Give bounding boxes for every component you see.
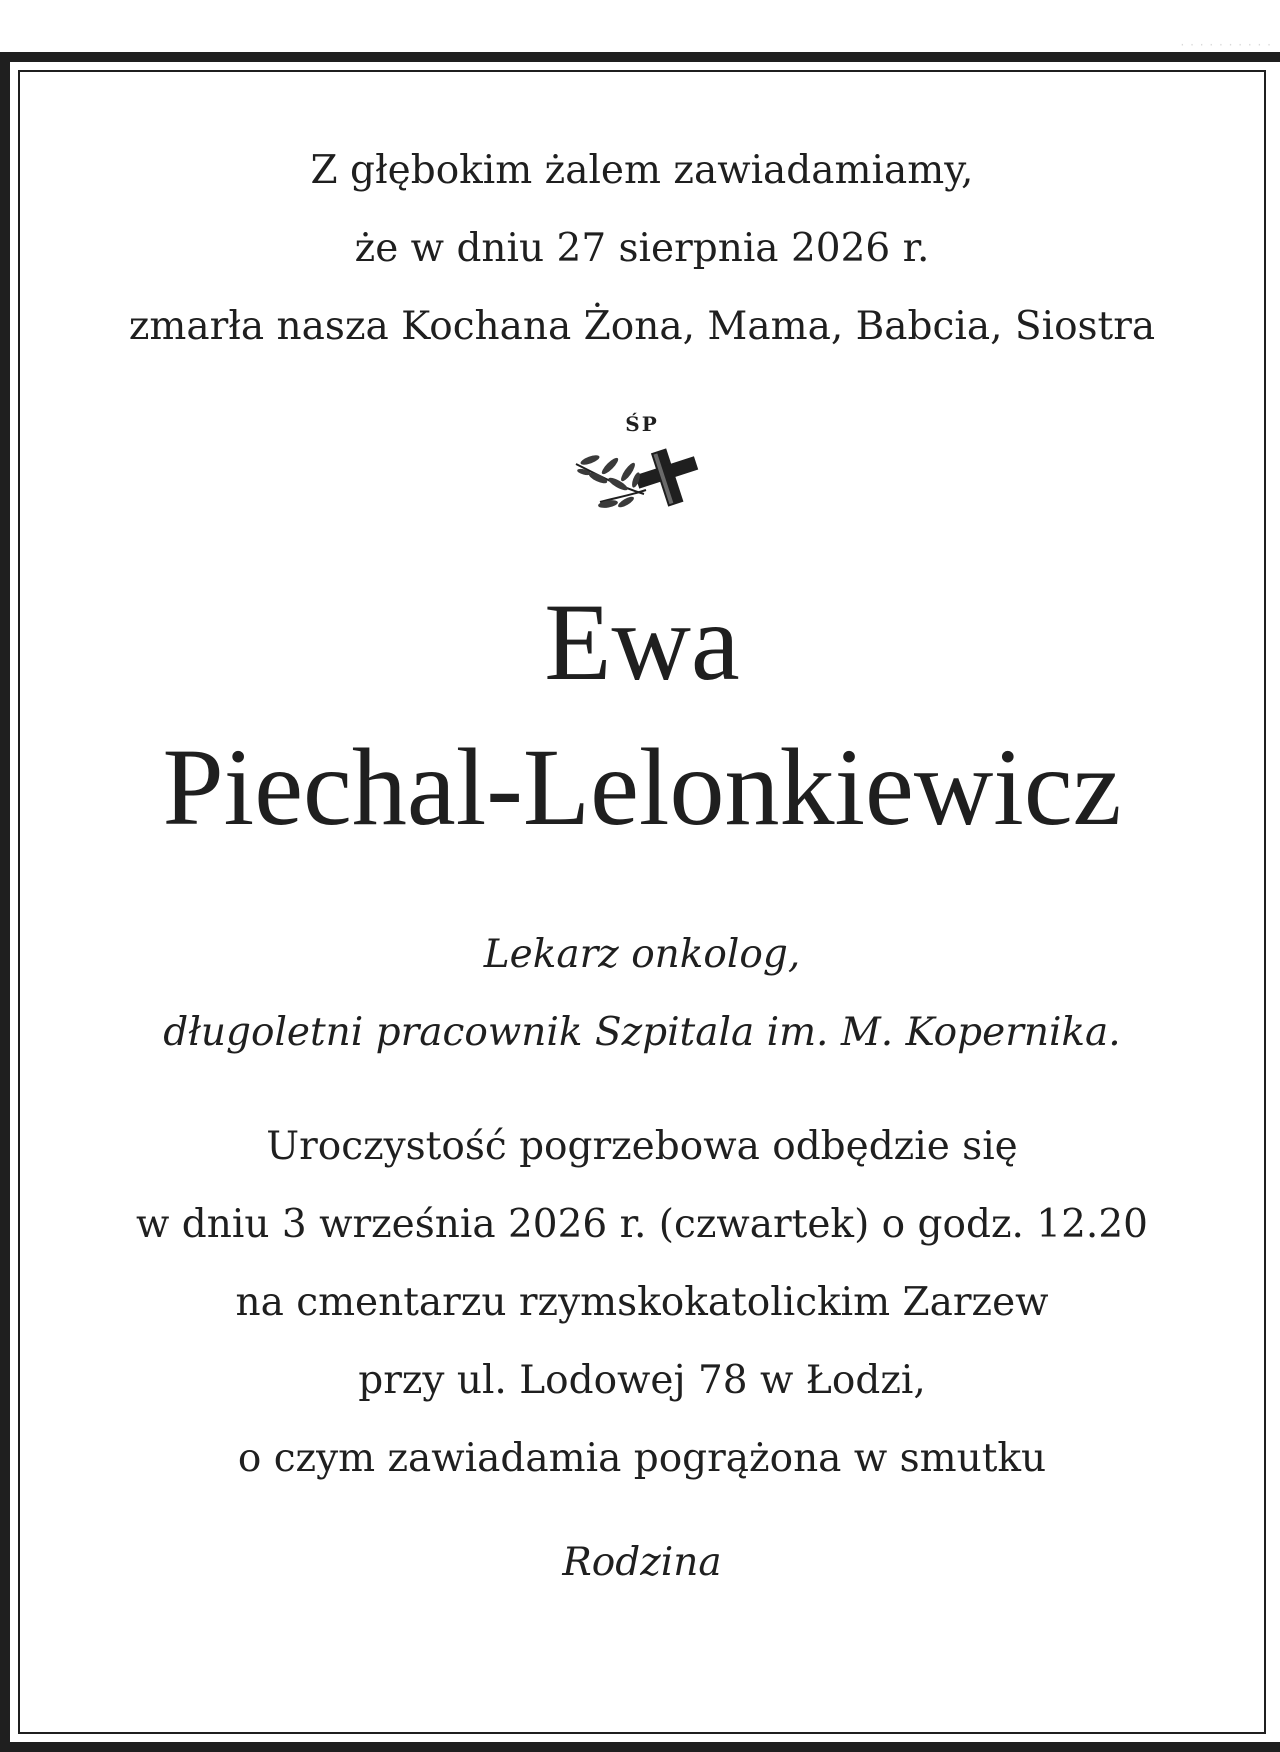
obituary-notice — [18, 70, 1266, 1602]
intro-line: zmarła nasza Kochana Żona, Mama, Babcia, Siostra — [128, 304, 1156, 349]
signature — [18, 1524, 1266, 1602]
intro-line: że w dniu 27 sierpnia 2026 r. — [354, 226, 930, 271]
intro-line: Z głębokim żalem zawiadamiamy, — [310, 148, 974, 193]
sp-label: ŚP — [625, 412, 659, 436]
profession-line: Lekarz onkolog, — [483, 932, 801, 977]
first-name: Ewa — [544, 581, 740, 703]
ceremony-line: w dniu 3 września 2026 r. (czwartek) o godz. 12.20 — [136, 1202, 1148, 1247]
corner-mark: · · · · · · · · · · — [1180, 38, 1272, 52]
signature-text: Rodzina — [562, 1540, 722, 1585]
ceremony-line: przy ul. Lodowej 78 w Łodzi, — [358, 1358, 926, 1403]
cross-with-olive-branch-icon — [570, 442, 714, 516]
ceremony-line: o czym zawiadamia pogrążona w smutku — [237, 1436, 1047, 1481]
deceased-name — [18, 570, 1266, 860]
profession-section — [18, 916, 1266, 1072]
intro-section — [18, 132, 1266, 366]
last-name: Piechal-Lelonkiewicz — [162, 726, 1122, 848]
ceremony-section — [18, 1108, 1266, 1498]
sp-emblem — [562, 412, 722, 530]
ceremony-line: na cmentarzu rzymskokatolickim Zarzew — [235, 1280, 1049, 1325]
ceremony-line: Uroczystość pogrzebowa odbędzie się — [266, 1124, 1018, 1169]
profession-line: długoletni pracownik Szpitala im. M. Kopernika. — [163, 1010, 1121, 1055]
